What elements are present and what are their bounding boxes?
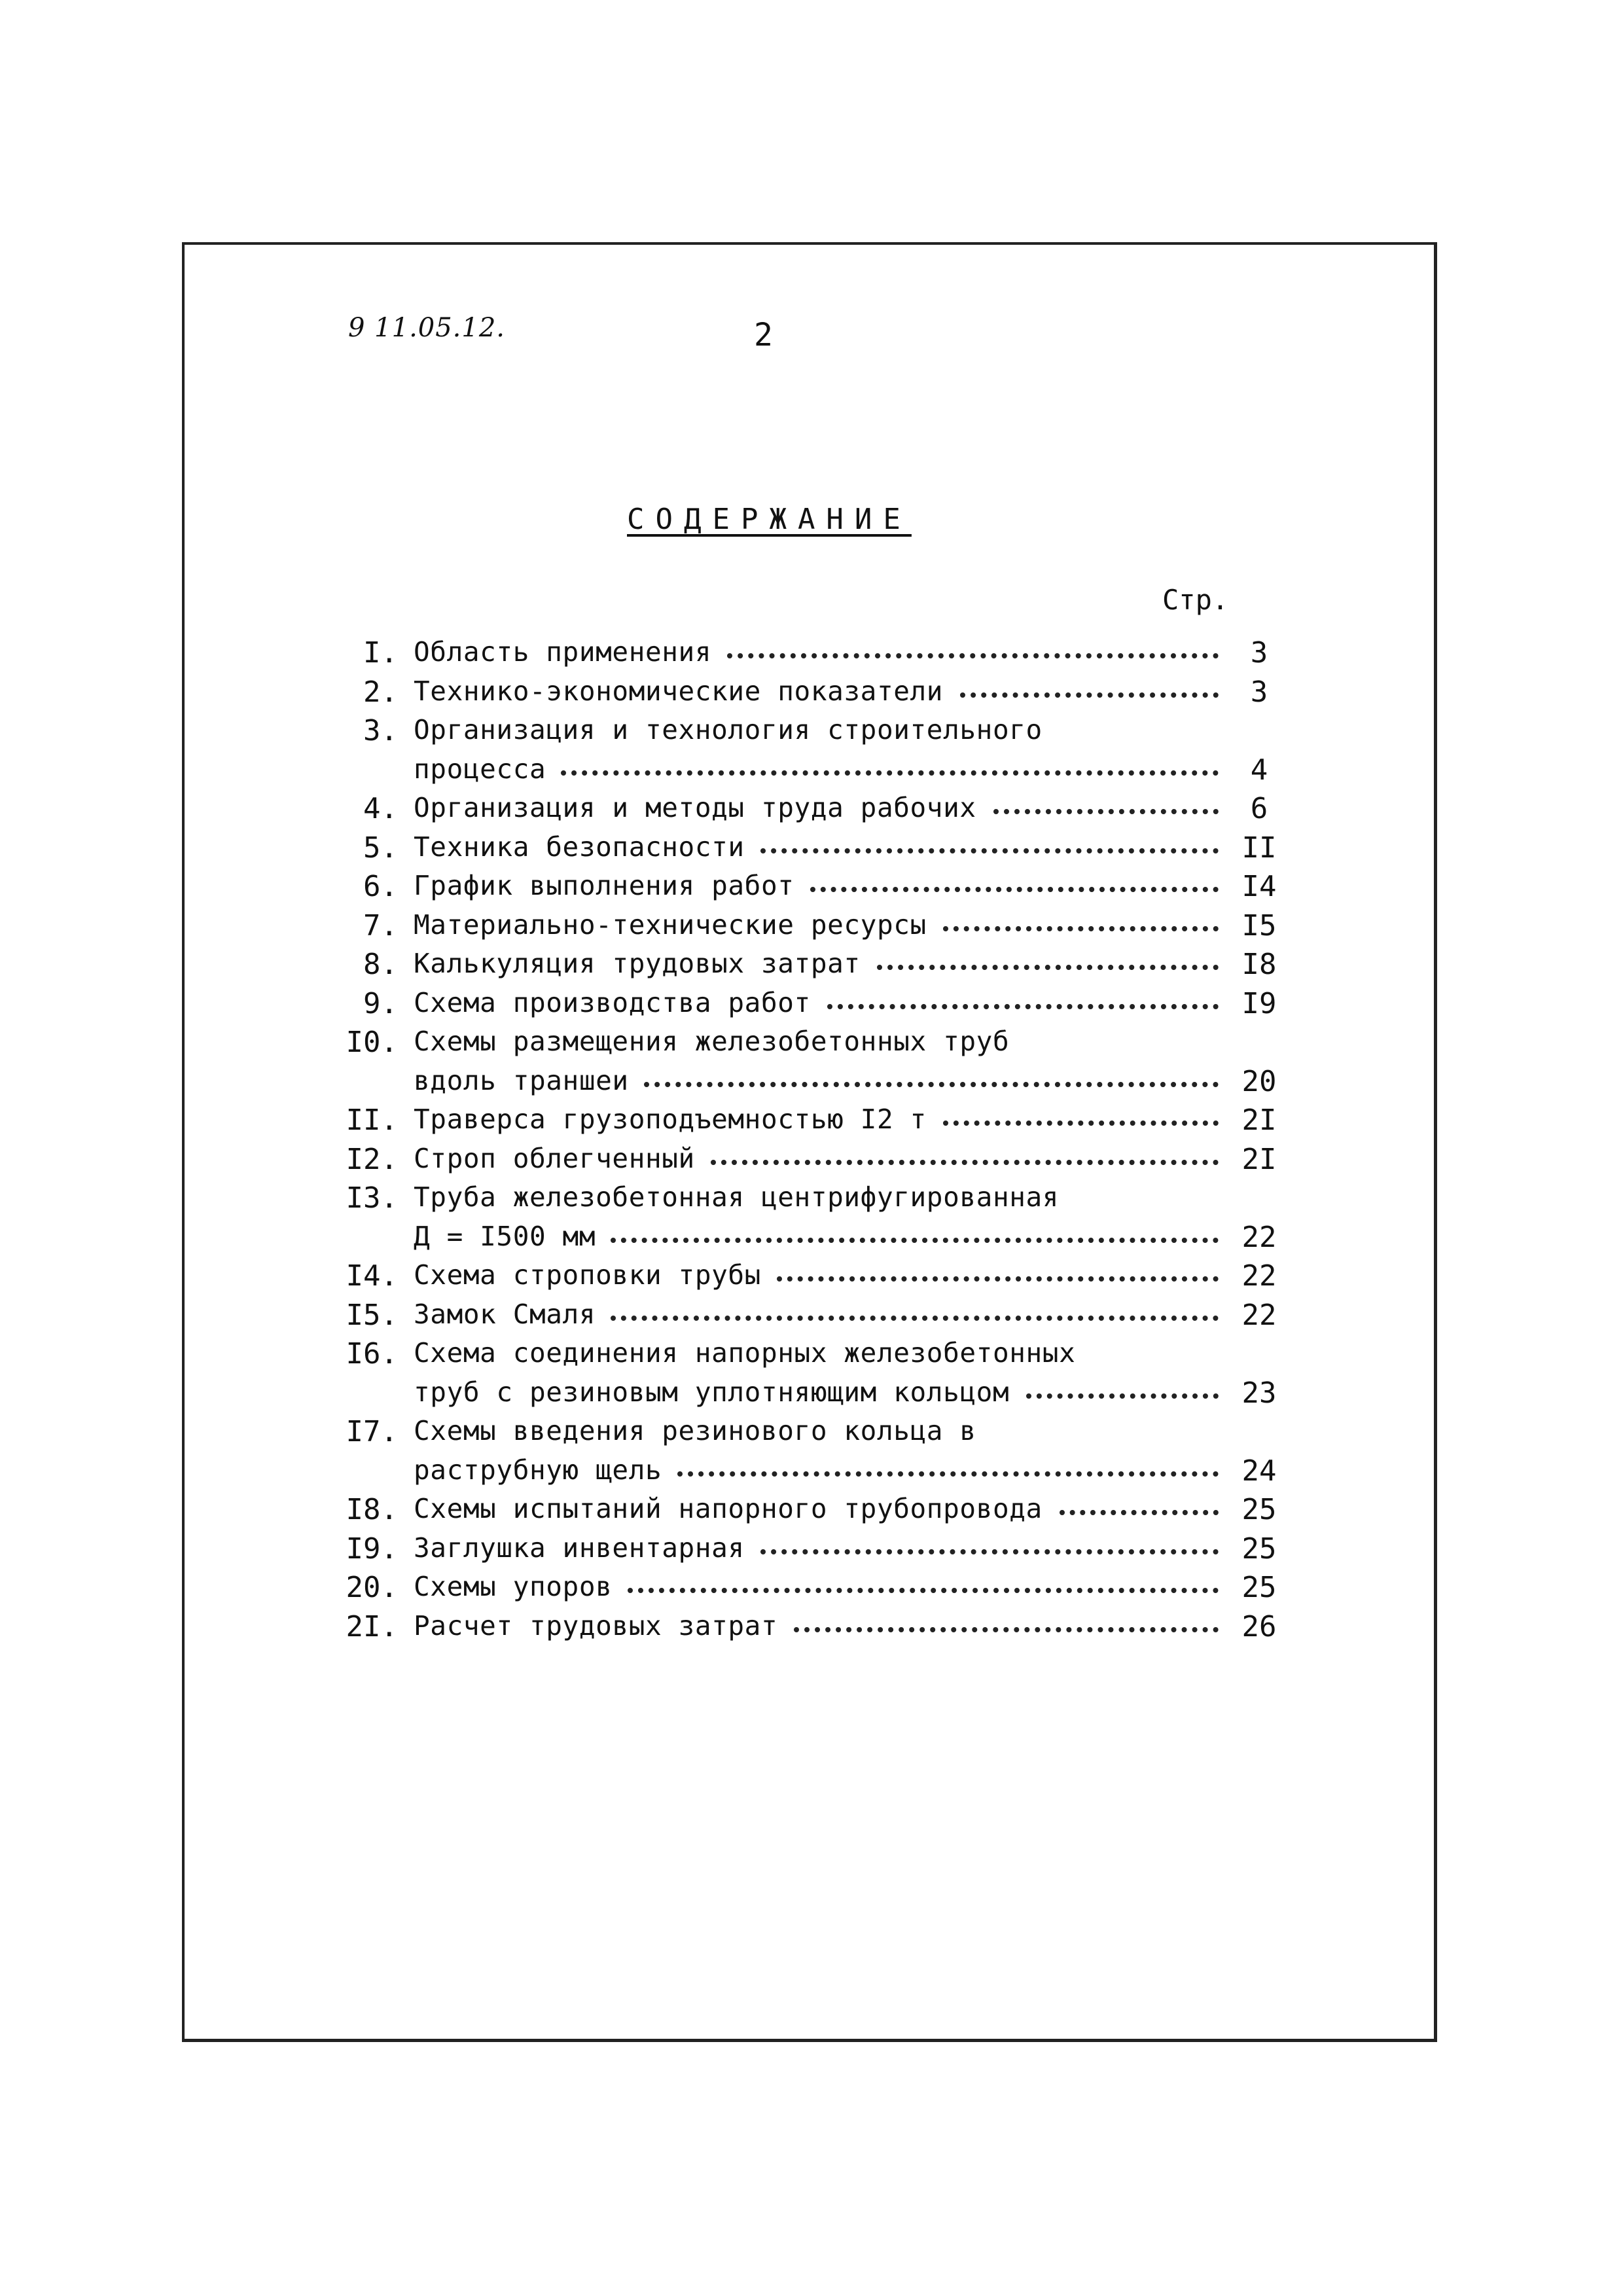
toc-entry-title: Строп облегченный bbox=[414, 1142, 695, 1174]
dot-leader bbox=[777, 1276, 1219, 1282]
toc-entry-page: 20 bbox=[1241, 1064, 1277, 1098]
dot-leader bbox=[628, 1588, 1219, 1593]
toc-entry-title: процесса bbox=[414, 753, 546, 785]
dot-leader bbox=[727, 653, 1219, 658]
toc-entry-number: I3. bbox=[346, 1181, 398, 1215]
toc-entry-number: I4. bbox=[346, 1259, 398, 1293]
toc-entry-page: 23 bbox=[1241, 1376, 1277, 1410]
toc-entry-page: 25 bbox=[1241, 1493, 1277, 1526]
toc-entry-title: График выполнения работ bbox=[414, 870, 794, 901]
toc-entry-number: I2. bbox=[346, 1142, 398, 1176]
toc-entry-title: Схемы размещения железобетонных труб bbox=[414, 1026, 1010, 1057]
toc-entry-number: I8. bbox=[346, 1493, 398, 1526]
dot-leader bbox=[611, 1238, 1219, 1243]
toc-entry-number: 6. bbox=[363, 870, 398, 903]
toc-entry-number: 2I. bbox=[346, 1609, 398, 1643]
toc-entry-title: Материально-технические ресурсы bbox=[414, 908, 927, 941]
toc-entry-title: Схема строповки трубы bbox=[414, 1259, 761, 1291]
page-number: 2 bbox=[754, 317, 773, 353]
toc-entry-page: 24 bbox=[1241, 1454, 1277, 1488]
dot-leader bbox=[711, 1160, 1219, 1165]
toc-entry-number: 20. bbox=[346, 1571, 398, 1604]
toc-entry-number: 2. bbox=[363, 675, 398, 709]
toc-entry-title: Схемы введения резинового кольца в bbox=[414, 1415, 976, 1446]
contents-title: СОДЕРЖАНИЕ bbox=[627, 503, 912, 536]
toc-entry-title: Область применения bbox=[414, 636, 712, 668]
toc-entry-title: Замок Смаля bbox=[414, 1298, 596, 1330]
toc-entry-page: 6 bbox=[1250, 792, 1268, 825]
toc-entry-number: I9. bbox=[346, 1532, 398, 1566]
toc-entry-page: 2I bbox=[1241, 1142, 1277, 1176]
dot-leader bbox=[760, 848, 1219, 853]
dot-leader bbox=[794, 1627, 1219, 1632]
document-code: 9 11.05.12. bbox=[348, 313, 506, 343]
toc-entry-title: Схема производства работ bbox=[414, 986, 811, 1018]
dot-leader bbox=[1026, 1393, 1219, 1399]
toc-entry-title: Технико-экономические показатели bbox=[414, 675, 944, 707]
dot-leader bbox=[677, 1471, 1219, 1477]
toc-entry-page: 22 bbox=[1241, 1298, 1277, 1332]
toc-entry-title: Схема соединения напорных железобетонных bbox=[414, 1337, 1076, 1369]
toc-entry-page: I9 bbox=[1241, 986, 1277, 1020]
toc-entry-title: Схемы упоров bbox=[414, 1571, 613, 1602]
toc-entry-title: Расчет трудовых затрат bbox=[414, 1609, 778, 1641]
toc-entry-title: раструбную щель bbox=[414, 1454, 662, 1486]
dot-leader bbox=[960, 692, 1219, 698]
toc-entry-page: 26 bbox=[1241, 1609, 1277, 1643]
toc-entry-title: Д = I500 мм bbox=[414, 1220, 596, 1252]
toc-entry-number: I6. bbox=[346, 1337, 398, 1371]
dot-leader bbox=[943, 926, 1219, 931]
toc-entry-page: 25 bbox=[1241, 1532, 1277, 1566]
toc-entry-page: 3 bbox=[1250, 636, 1268, 670]
dot-leader bbox=[561, 770, 1219, 776]
toc-entry-number: I0. bbox=[346, 1026, 398, 1059]
toc-entry-title: Траверса грузоподъемностью I2 т bbox=[414, 1103, 927, 1135]
toc-entry-number: I7. bbox=[346, 1415, 398, 1448]
toc-entry-title: Схемы испытаний напорного трубопровода bbox=[414, 1493, 1043, 1524]
toc-entry-page: 2I bbox=[1241, 1103, 1277, 1137]
toc-entry-page: 22 bbox=[1241, 1220, 1277, 1254]
toc-entry-number: 7. bbox=[363, 908, 398, 942]
toc-entry-title: Техника безопасности bbox=[414, 831, 745, 863]
toc-entry-title: Организация и технология строительного bbox=[414, 714, 1043, 745]
toc-entry-number: 4. bbox=[363, 792, 398, 825]
toc-entry-title: Труба железобетонная центрифугированная bbox=[414, 1181, 1060, 1213]
dot-leader bbox=[993, 809, 1219, 814]
toc-entry-page: 3 bbox=[1250, 675, 1268, 709]
toc-entry-number: 8. bbox=[363, 948, 398, 981]
dot-leader bbox=[760, 1549, 1219, 1554]
page-column-label: Стр. bbox=[1162, 584, 1229, 616]
toc-entry-number: II. bbox=[346, 1103, 398, 1137]
toc-entry-number: I5. bbox=[346, 1298, 398, 1332]
toc-entry-title: Калькуляция трудовых затрат bbox=[414, 948, 861, 979]
toc-entry-page: 4 bbox=[1250, 753, 1268, 787]
toc-entry-number: 5. bbox=[363, 831, 398, 865]
toc-entry-title: Заглушка инвентарная bbox=[414, 1532, 745, 1564]
dot-leader bbox=[943, 1121, 1219, 1126]
toc-entry-title: Организация и методы труда рабочих bbox=[414, 792, 976, 823]
dot-leader bbox=[611, 1316, 1219, 1321]
toc-entry-page: II bbox=[1241, 831, 1277, 865]
toc-entry-page: 22 bbox=[1241, 1259, 1277, 1293]
dot-leader bbox=[877, 965, 1219, 970]
toc-entry-title: труб с резиновым уплотняющим кольцом bbox=[414, 1376, 1010, 1408]
dot-leader bbox=[644, 1082, 1219, 1087]
toc-entry-page: 25 bbox=[1241, 1571, 1277, 1604]
toc-entry-number: 9. bbox=[363, 986, 398, 1020]
dot-leader bbox=[810, 887, 1219, 892]
dot-leader bbox=[1060, 1510, 1219, 1515]
toc-entry-page: I4 bbox=[1241, 870, 1277, 903]
toc-entry-number: 3. bbox=[363, 714, 398, 747]
dot-leader bbox=[827, 1004, 1219, 1009]
toc-entry-page: I5 bbox=[1241, 908, 1277, 942]
toc-entry-page: I8 bbox=[1241, 948, 1277, 981]
toc-entry-title: вдоль траншеи bbox=[414, 1064, 629, 1096]
toc-entry-number: I. bbox=[363, 636, 398, 670]
